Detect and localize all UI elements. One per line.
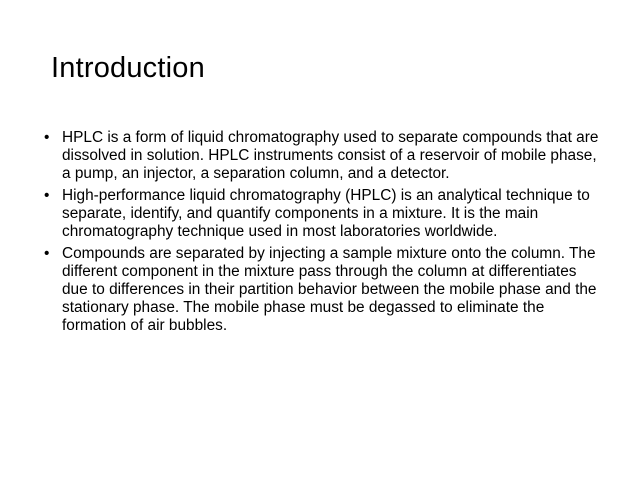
bullet-text: Compounds are separated by injecting a sample mixture onto the column. The different component in the mixture pass through the column at differentiates due to differences in their partition behavior between the mobile phase and the stationary phase. The mobile phase must be degassed to eliminate the formation of air bubbles. <box>62 245 597 334</box>
bullet-list <box>44 129 600 339</box>
bullet-marker: • <box>44 187 50 204</box>
bullet-text: HPLC is a form of liquid chromatography used to separate compounds that are dissolved in solution. HPLC instruments consist of a reservoir of mobile phase, a pump, an injector, a separation column, and a detector. <box>62 129 599 182</box>
bullet-item-hplc-technique <box>44 187 600 241</box>
bullet-text: High-performance liquid chromatography (HPLC) is an analytical technique to separate, identify, and quantify components in a mixture. It is the main chromatography technique used in most laboratories worldwide. <box>62 187 590 240</box>
bullet-item-hplc-definition <box>44 129 600 183</box>
slide-title: Introduction <box>51 52 205 84</box>
bullet-item-separation-process <box>44 245 600 335</box>
bullet-marker: • <box>44 245 50 262</box>
bullet-marker: • <box>44 129 50 146</box>
